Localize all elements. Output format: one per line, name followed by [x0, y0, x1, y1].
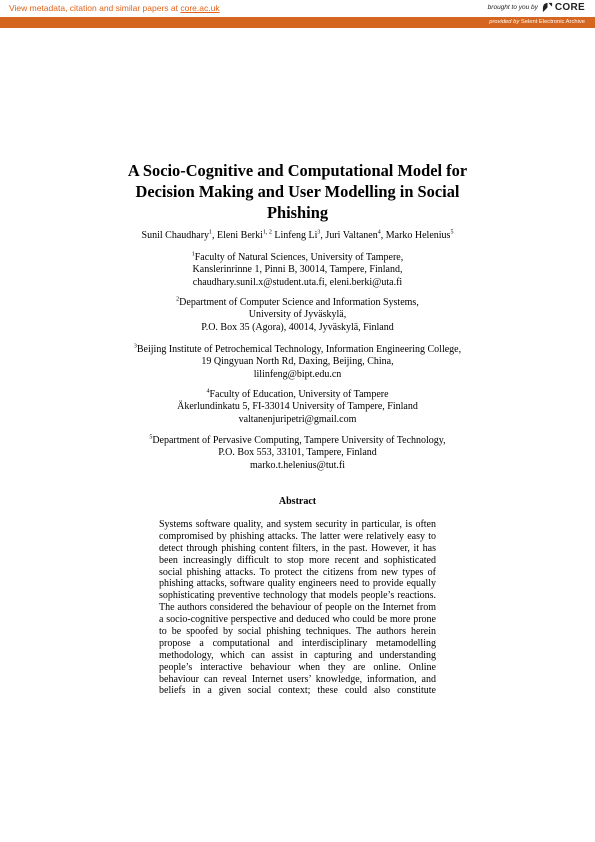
title-line: A Socio-Cognitive and Computational Model for: [127, 161, 468, 180]
aff-line: 19 Qingyuan North Rd, Daxing, Beijing, China,: [201, 356, 394, 368]
aff-line: Kanslerinrinne 1, Pinni B, 30014, Tampere, Finland,: [192, 264, 403, 276]
aff-sup: 4: [206, 388, 210, 395]
aff-line: valtanenjuripetri@gmail.com: [238, 413, 357, 425]
aff-line: Faculty of Natural Sciences, University of Tampere,: [194, 252, 404, 263]
aff-sup: 3: [133, 343, 137, 350]
aff-line: marko.t.helenius@tut.fi: [249, 459, 346, 471]
affiliation-1: [60, 252, 535, 289]
core-view-text: View metadata, citation and similar papers at: [9, 3, 178, 13]
core-logo-icon: [542, 2, 553, 13]
author-name: Sunil Chaudhary: [141, 230, 210, 241]
aff-line: University of Jyväskylä,: [248, 309, 347, 321]
abstract-line: propose a computational and interdisciplinary metamodelling: [159, 637, 436, 649]
aff-line: Faculty of Education, University of Tampere: [209, 389, 389, 400]
author-sup: 3: [317, 229, 321, 236]
author-list: Sunil Chaudhary$^1$, Eleni Berki$^{1, 2}$ Linfeng Li$^3$, Juri Valtanen$^4$, Marko Helenius$^5$: [141, 229, 454, 241]
author-sup: 1, 2: [262, 229, 272, 236]
brought-text: brought to you by: [487, 4, 538, 11]
aff-line: chaudhary.sunil.x@student.uta.fi, eleni.berki@uta.fi: [192, 276, 403, 288]
abstract-line: behaviour can reveal Internet users’ knowledge, information, and: [159, 673, 436, 685]
core-banner: [0, 0, 595, 17]
aff-line: Äkerlundinkatu 5, FI-33014 University of Tampere, Finland: [177, 401, 418, 413]
provided-by-text[interactable]: [489, 19, 585, 25]
abstract-line: sophisticating preventive technology that models people’s reactions.: [159, 590, 436, 602]
author-name: Eleni Berki: [217, 230, 263, 241]
abstract-line: compromised by phishing attacks. The latter were relatively easy to: [159, 530, 436, 542]
abstract-line: people’s interactive behaviour when they are online. Online: [159, 661, 436, 673]
aff-sup: 5: [149, 434, 153, 441]
abstract-line: methodology, which can assist in capturing and understanding: [159, 649, 436, 661]
author-sup: 5: [450, 229, 454, 236]
paper-title: [100, 160, 495, 223]
abstract-line: to be spoofed by social phishing techniques. The authors herein: [159, 626, 436, 638]
aff-sup: 2: [176, 296, 180, 303]
affiliation-4: [60, 389, 535, 426]
affiliation-2: [60, 297, 535, 334]
abstract-line: detect through phishing content filters, in the past. However, it has: [159, 542, 436, 554]
abstract-line: social phishing attacks. To protect the citizens from new types of: [159, 566, 436, 578]
title-line: Phishing: [266, 203, 329, 222]
title-line: Decision Making and User Modelling in Social: [135, 182, 460, 201]
author-name: Linfeng Li: [274, 230, 318, 241]
aff-sup: 1: [191, 251, 195, 258]
abstract-line: a socio-cognitive perspective and deduced who could be more prone: [159, 614, 436, 626]
abstract-heading: Abstract: [278, 496, 317, 507]
abstract-body: [159, 519, 436, 697]
aff-line: lilinfeng@bipt.edu.cn: [253, 368, 342, 380]
affiliation-5: [60, 435, 535, 472]
abstract-line: phishing attacks, software quality engineers need to provide equally: [159, 578, 436, 590]
aff-line: Department of Computer Science and Information Systems,: [179, 297, 419, 308]
aff-line: Beijing Institute of Petrochemical Technology, Information Engineering College,: [136, 344, 462, 355]
aff-line: P.O. Box 553, 33101, Tampere, Finland: [218, 447, 377, 459]
core-brand: CORE: [554, 2, 585, 13]
core-metadata-link[interactable]: [9, 3, 220, 13]
author-sup: 4: [377, 229, 381, 236]
aff-line: Department of Pervasive Computing, Tampere University of Technology,: [152, 435, 446, 446]
affiliation-3: [60, 344, 535, 381]
abstract-line: Systems software quality, and system security in particular, is often: [159, 519, 436, 530]
provided-prefix: provided by: [489, 19, 520, 25]
brought-to-you-by[interactable]: [488, 2, 585, 13]
abstract-line: The authors considered the behaviour of people on the Internet from: [159, 602, 436, 614]
author-sup: 1: [209, 229, 213, 236]
author-name: Juri Valtanen: [325, 230, 378, 241]
author-name: Marko Helenius: [385, 230, 451, 241]
abstract-line: been increasingly difficult to stop more recent and sophisticated: [159, 554, 436, 566]
core-ac-uk-link[interactable]: core.ac.uk: [180, 3, 220, 13]
aff-line: P.O. Box 35 (Agora), 40014, Jyväskylä, Finland: [201, 321, 394, 333]
provided-archive: Selent Electronic Archive: [520, 19, 585, 25]
abstract-line: beliefs in a given social context; these could also constitute: [159, 685, 436, 697]
